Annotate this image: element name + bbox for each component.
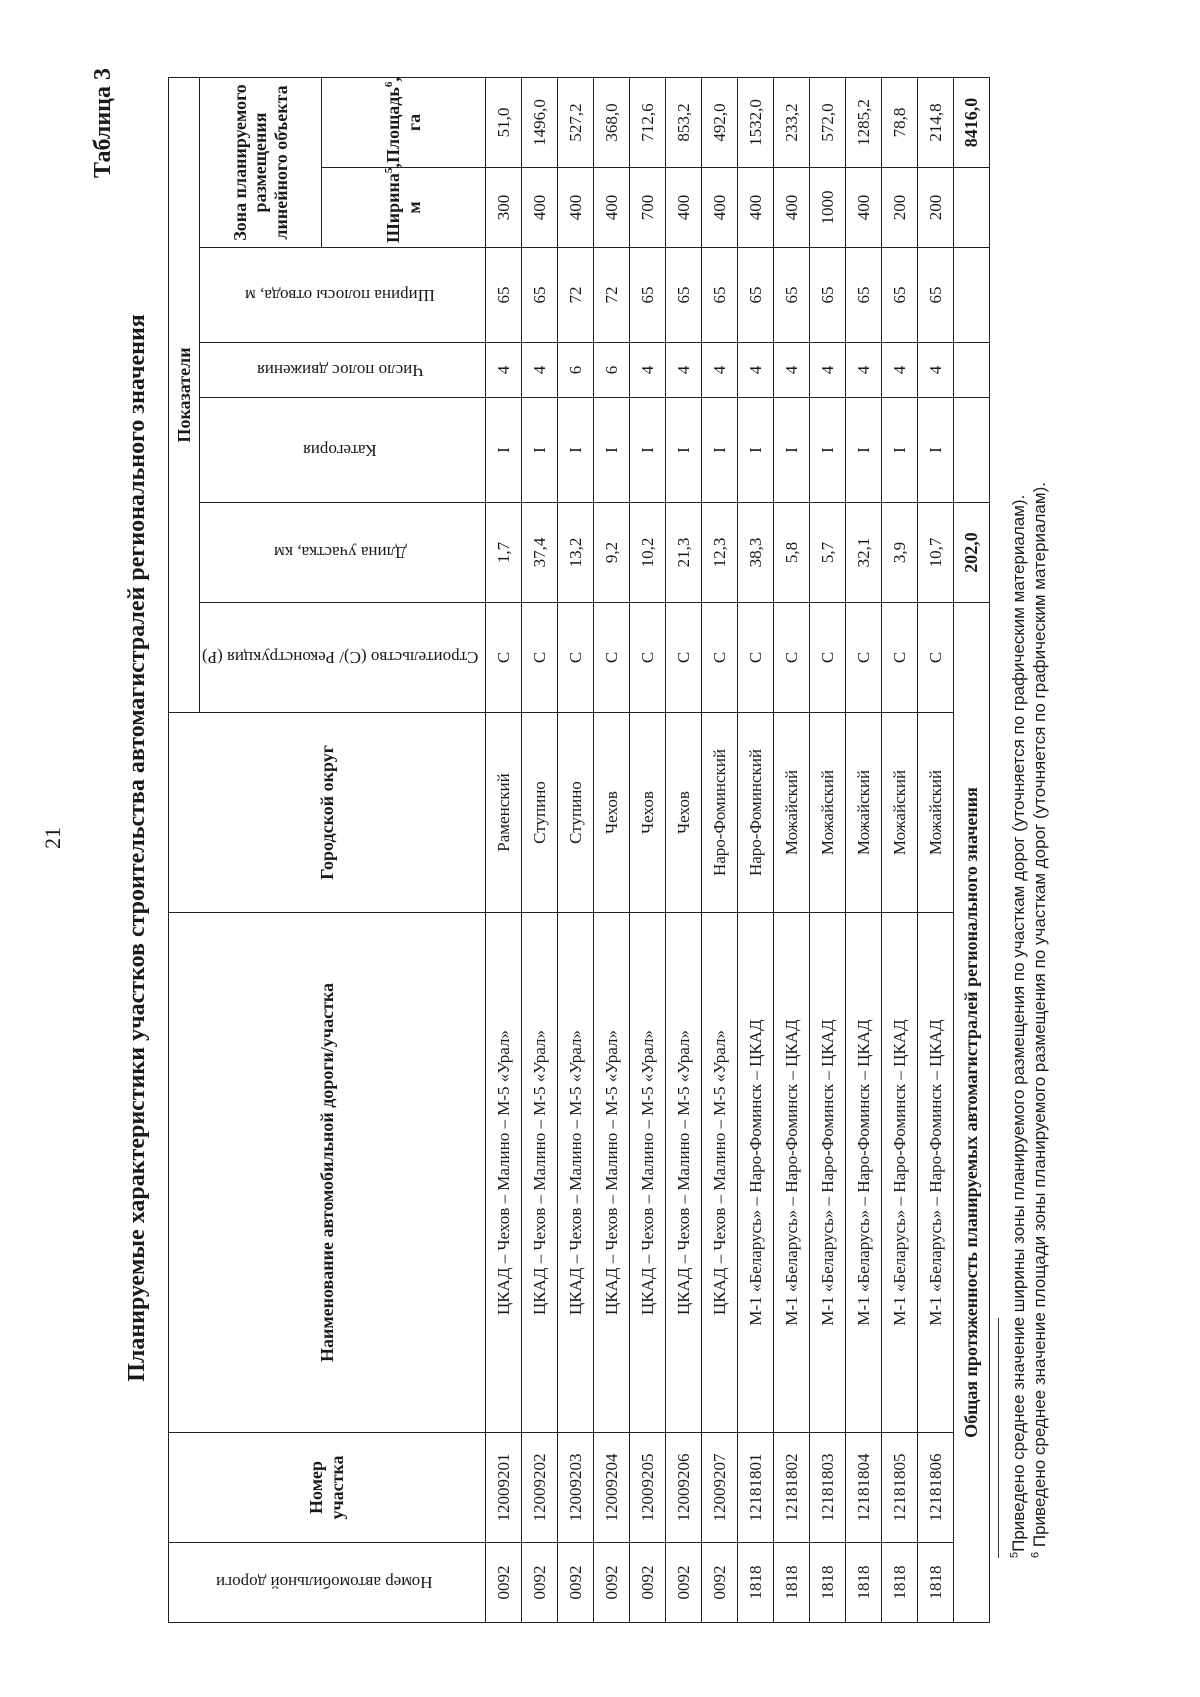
cell-zone-width: 400 [666,168,702,248]
cell-zone-area: 1532,0 [738,77,774,167]
header-district: Городской округ [169,713,486,913]
cell-construction-type: С [522,603,558,713]
cell-road-number: 0092 [666,1543,702,1623]
cell-lanes: 4 [846,343,882,398]
cell-right-of-way-width: 65 [666,248,702,343]
cell-zone-width: 700 [630,168,666,248]
rotated-document-page [40,68,1080,1628]
cell-construction-type: С [630,603,666,713]
cell-road-name: ЦКАД – Чехов – Малино – М-5 «Урал» [666,913,702,1433]
cell-category: I [702,398,738,503]
cell-right-of-way-width: 65 [486,248,522,343]
cell-zone-width: 200 [918,168,954,248]
document-title: Планируемые характеристики участков строительства автомагистралей регионального значения [124,314,150,1382]
cell-zone-area: 492,0 [702,77,738,167]
cell-zone-area: 368,0 [594,77,630,167]
cell-section-number: 12009203 [558,1433,594,1543]
cell-category: I [882,398,918,503]
cell-road-name: ЦКАД – Чехов – Малино – М-5 «Урал» [558,913,594,1433]
header-section-number: Номер участка [169,1433,486,1543]
cell-road-name: ЦКАД – Чехов – Малино – М-5 «Урал» [702,913,738,1433]
total-empty-width [954,168,990,248]
cell-road-number: 0092 [522,1543,558,1623]
cell-zone-width: 400 [594,168,630,248]
cell-road-number: 1818 [774,1543,810,1623]
cell-section-number: 12181806 [918,1433,954,1543]
cell-construction-type: С [666,603,702,713]
cell-road-name: ЦКАД – Чехов – Малино – М-5 «Урал» [594,913,630,1433]
cell-section-number: 12009207 [702,1433,738,1543]
footnote-6: $^6$ Приведено среднее значение площади зоны планируемого размещения по участкам дорог (уточняется по графическим материалам). [1029,482,1050,1558]
cell-right-of-way-width: 65 [702,248,738,343]
cell-category: I [738,398,774,503]
cell-lanes: 4 [810,343,846,398]
cell-construction-type: С [810,603,846,713]
header-zone-area: Площадь$^6$, га [322,77,486,167]
cell-category: I [522,398,558,503]
cell-district: Чехов [666,713,702,913]
cell-road-number: 1818 [918,1543,954,1623]
cell-road-name: ЦКАД – Чехов – Малино – М-5 «Урал» [486,913,522,1433]
cell-lanes: 4 [738,343,774,398]
cell-road-number: 0092 [558,1543,594,1623]
cell-category: I [774,398,810,503]
header-zone-width: Ширина$^5$, м [322,168,486,248]
cell-section-number: 12181805 [882,1433,918,1543]
cell-right-of-way-width: 72 [594,248,630,343]
cell-zone-area: 1496,0 [522,77,558,167]
table-header [169,77,486,1622]
cell-length: 13,2 [558,503,594,603]
cell-lanes: 4 [522,343,558,398]
cell-district: Чехов [630,713,666,913]
cell-zone-area: 214,8 [918,77,954,167]
header-lanes: Число полос движения [200,343,486,398]
footnote-divider [998,1318,999,1558]
header-length: Длина участка, км [200,503,486,603]
cell-right-of-way-width: 65 [918,248,954,343]
cell-section-number: 12181801 [738,1433,774,1543]
cell-right-of-way-width: 65 [738,248,774,343]
cell-right-of-way-width: 65 [810,248,846,343]
cell-road-number: 0092 [486,1543,522,1623]
table-row [558,77,594,1622]
cell-zone-width: 400 [702,168,738,248]
cell-district: Ступино [522,713,558,913]
cell-construction-type: С [918,603,954,713]
cell-right-of-way-width: 65 [630,248,666,343]
cell-zone-area: 572,0 [810,77,846,167]
cell-road-number: 1818 [882,1543,918,1623]
cell-length: 10,2 [630,503,666,603]
cell-zone-area: 527,2 [558,77,594,167]
cell-zone-area: 853,2 [666,77,702,167]
cell-right-of-way-width: 65 [882,248,918,343]
cell-lanes: 4 [918,343,954,398]
cell-construction-type: С [738,603,774,713]
cell-road-number: 1818 [738,1543,774,1623]
header-zone: Зона планируемого размещения линейного объекта [200,77,322,247]
cell-zone-width: 200 [882,168,918,248]
table-row [630,77,666,1622]
cell-construction-type: С [558,603,594,713]
cell-lanes: 4 [666,343,702,398]
cell-section-number: 12009206 [666,1433,702,1543]
cell-construction-type: С [774,603,810,713]
cell-category: I [558,398,594,503]
cell-category: I [630,398,666,503]
cell-construction-type: С [486,603,522,713]
cell-category: I [846,398,882,503]
table-row [810,77,846,1622]
cell-right-of-way-width: 65 [522,248,558,343]
total-length: 202,0 [954,503,990,603]
table-row [738,77,774,1622]
cell-road-name: ЦКАД – Чехов – Малино – М-5 «Урал» [522,913,558,1433]
table-row [774,77,810,1622]
table-row [666,77,702,1622]
road-sections-table [168,77,990,1623]
cell-construction-type: С [846,603,882,713]
cell-road-name: М-1 «Беларусь» – Наро-Фоминск – ЦКАД [846,913,882,1433]
header-category: Категория [200,398,486,503]
cell-zone-width: 400 [846,168,882,248]
cell-length: 9,2 [594,503,630,603]
cell-zone-area: 1285,2 [846,77,882,167]
cell-length: 21,3 [666,503,702,603]
cell-lanes: 4 [774,343,810,398]
header-road-number: Номер автомобильной дороги [169,1543,486,1623]
total-empty-category [954,398,990,503]
table-label: Таблица 3 [90,68,116,178]
cell-district: Наро-Фоминский [702,713,738,913]
cell-lanes: 4 [882,343,918,398]
total-empty-row-width [954,248,990,343]
cell-section-number: 12009202 [522,1433,558,1543]
cell-district: Раменский [486,713,522,913]
page-number: 21 [40,827,65,849]
cell-construction-type: С [702,603,738,713]
table-row [702,77,738,1622]
table-row [918,77,954,1622]
cell-road-number: 1818 [810,1543,846,1623]
cell-district: Ступино [558,713,594,913]
cell-length: 5,7 [810,503,846,603]
cell-lanes: 4 [486,343,522,398]
total-row [954,77,990,1622]
header-construction-type: Строительство (С)/ Реконструкция (Р) [200,603,486,713]
cell-zone-width: 400 [738,168,774,248]
cell-zone-width: 400 [522,168,558,248]
cell-zone-width: 400 [558,168,594,248]
cell-road-name: М-1 «Беларусь» – Наро-Фоминск – ЦКАД [774,913,810,1433]
cell-category: I [666,398,702,503]
cell-length: 3,9 [882,503,918,603]
cell-category: I [918,398,954,503]
cell-category: I [594,398,630,503]
table-row [846,77,882,1622]
cell-zone-area: 712,6 [630,77,666,167]
footnotes [1008,482,1051,1558]
cell-zone-width: 400 [774,168,810,248]
cell-section-number: 12009201 [486,1433,522,1543]
cell-section-number: 12009204 [594,1433,630,1543]
cell-district: Можайский [918,713,954,913]
cell-length: 37,4 [522,503,558,603]
cell-zone-width: 1000 [810,168,846,248]
total-empty-lanes [954,343,990,398]
cell-zone-area: 51,0 [486,77,522,167]
footnote-5: $^5$Приведено среднее значение ширины зоны планируемого размещения по участкам дорог (уточняется по графическим материалам). [1008,494,1028,1558]
header-right-of-way-width: Ширина полосы отвода, м [200,248,486,343]
cell-district: Можайский [774,713,810,913]
cell-zone-area: 233,2 [774,77,810,167]
cell-road-number: 1818 [846,1543,882,1623]
cell-lanes: 4 [702,343,738,398]
cell-length: 1,7 [486,503,522,603]
cell-length: 32,1 [846,503,882,603]
cell-length: 12,3 [702,503,738,603]
cell-road-name: М-1 «Беларусь» – Наро-Фоминск – ЦКАД [738,913,774,1433]
cell-lanes: 6 [558,343,594,398]
cell-construction-type: С [882,603,918,713]
cell-section-number: 12181803 [810,1433,846,1543]
cell-lanes: 4 [630,343,666,398]
header-road-name: Наименование автомобильной дороги/участка [169,913,486,1433]
cell-road-name: М-1 «Беларусь» – Наро-Фоминск – ЦКАД [882,913,918,1433]
cell-zone-area: 78,8 [882,77,918,167]
cell-category: I [810,398,846,503]
table-row [594,77,630,1622]
cell-road-number: 0092 [630,1543,666,1623]
cell-district: Наро-Фоминский [738,713,774,913]
header-indicators: Показатели [169,77,200,712]
cell-zone-width: 300 [486,168,522,248]
cell-road-number: 0092 [702,1543,738,1623]
total-area: 8416,0 [954,77,990,167]
table-row [486,77,522,1622]
cell-district: Можайский [846,713,882,913]
cell-road-name: ЦКАД – Чехов – Малино – М-5 «Урал» [630,913,666,1433]
table-body [486,77,990,1622]
cell-length: 5,8 [774,503,810,603]
cell-section-number: 12181804 [846,1433,882,1543]
cell-construction-type: С [594,603,630,713]
cell-length: 38,3 [738,503,774,603]
total-label: Общая протяженность планируемых автомагистралей регионального значения [954,603,990,1623]
cell-road-number: 0092 [594,1543,630,1623]
cell-length: 10,7 [918,503,954,603]
table-row [882,77,918,1622]
cell-district: Чехов [594,713,630,913]
cell-road-name: М-1 «Беларусь» – Наро-Фоминск – ЦКАД [918,913,954,1433]
cell-right-of-way-width: 72 [558,248,594,343]
cell-right-of-way-width: 65 [846,248,882,343]
cell-lanes: 6 [594,343,630,398]
cell-category: I [486,398,522,503]
table-row [522,77,558,1622]
cell-district: Можайский [810,713,846,913]
cell-section-number: 12181802 [774,1433,810,1543]
cell-road-name: М-1 «Беларусь» – Наро-Фоминск – ЦКАД [810,913,846,1433]
cell-section-number: 12009205 [630,1433,666,1543]
cell-district: Можайский [882,713,918,913]
cell-right-of-way-width: 65 [774,248,810,343]
